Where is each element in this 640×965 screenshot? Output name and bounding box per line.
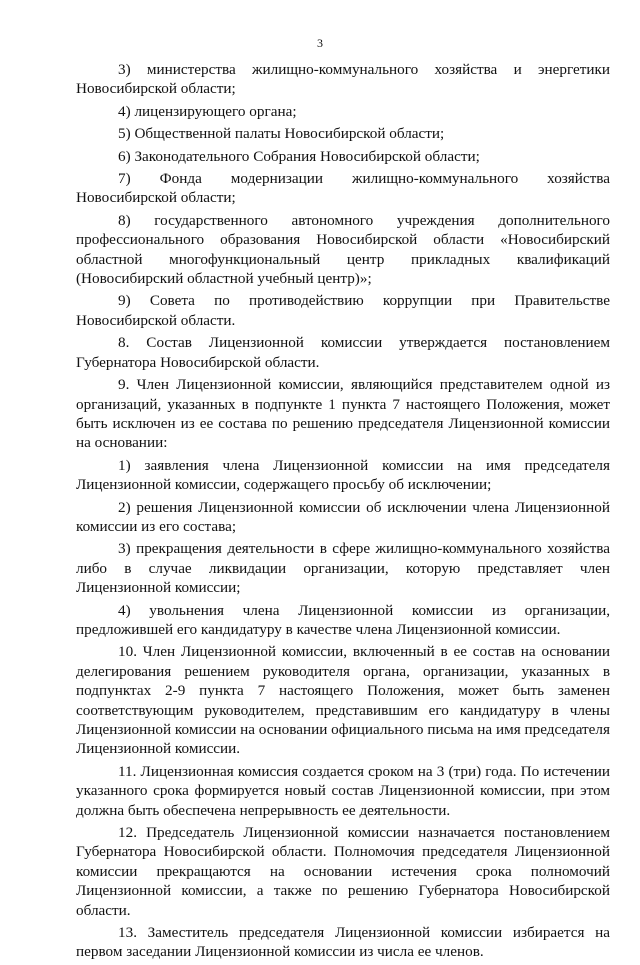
paragraph-item-5: 5) Общественной палаты Новосибирской области; [118,125,445,143]
page-number: 3 [317,36,323,50]
paragraph-section-11: 11. Лицензионная комиссия создается сроком на 3 (три) года. По истечении указанного срока формируется новый состав Лицензионной комиссии, при этом должна быть обеспечена непрерывность ее деятельности. [76,762,610,819]
document-body [76,60,610,965]
paragraph-item-3: 3) министерства жилищно-коммунального хозяйства и энергетики Новосибирской области; [76,61,610,98]
paragraph-item-8: 8) государственного автономного учреждения дополнительного профессионального образования Новосибирской области «Новосибирский областной многофункциональный центр прикладных квалификаций (Новосибирский областной учебный центр)»; [76,211,610,288]
paragraph-item-9: 9) Совета по противодействию коррупции при Правительстве Новосибирской области. [76,292,610,329]
paragraph-section-10: 10. Член Лицензионной комиссии, включенный в ее состав на основании делегирования решением руководителя органа, организации, указанных в подпунктах 2-9 пункта 7 настоящего Положения, может быть заменен соответствующим руководителем, представившим его кандидатуру в члены Лицензионной комиссии на основании официального письма на имя председателя Лицензионной комиссии. [76,643,610,758]
paragraph-section-9-item-3: 3) прекращения деятельности в сфере жилищно-коммунального хозяйства либо в случае ликвидации организации, которую представляет член Лицензионной комиссии; [76,540,610,597]
paragraph-section-9-item-4: 4) увольнения члена Лицензионной комиссии из организации, предложившей его кандидатуру в качестве члена Лицензионной комиссии. [76,601,610,638]
paragraph-item-4: 4) лицензирующего органа; [118,102,297,120]
paragraph-section-9-item-1: 1) заявления члена Лицензионной комиссии на имя председателя Лицензионной комиссии, содержащего просьбу об исключении; [76,456,610,494]
paragraph-section-8: 8. Состав Лицензионной комиссии утверждается постановлением Губернатора Новосибирской области. [76,334,610,371]
paragraph-section-12: 12. Председатель Лицензионной комиссии назначается постановлением Губернатора Новосибирской области. Полномочия председателя Лицензионной комиссии прекращаются на основании истечения срока полномочий Лицензионной комиссии, а также по решению Губернатора Новосибирской области. [76,824,610,919]
paragraph-item-7: 7) Фонда модернизации жилищно-коммунального хозяйства Новосибирской области; [76,170,610,207]
paragraph-section-13: 13. Заместитель председателя Лицензионной комиссии избирается на первом заседании Лицензионной комиссии из числа ее членов. [76,924,610,961]
paragraph-section-9-item-2: 2) решения Лицензионной комиссии об исключении члена Лицензионной комиссии из его состава; [76,498,610,535]
paragraph-item-6: 6) Законодательного Собрания Новосибирской области; [118,147,480,165]
paragraph-section-9: 9. Член Лицензионной комиссии, являющийся представителем одной из организаций, указанных в подпункте 1 пункта 7 настоящего Положения, может быть исключен из ее состава по решению председателя Лицензионной комиссии на основании: [76,376,610,452]
